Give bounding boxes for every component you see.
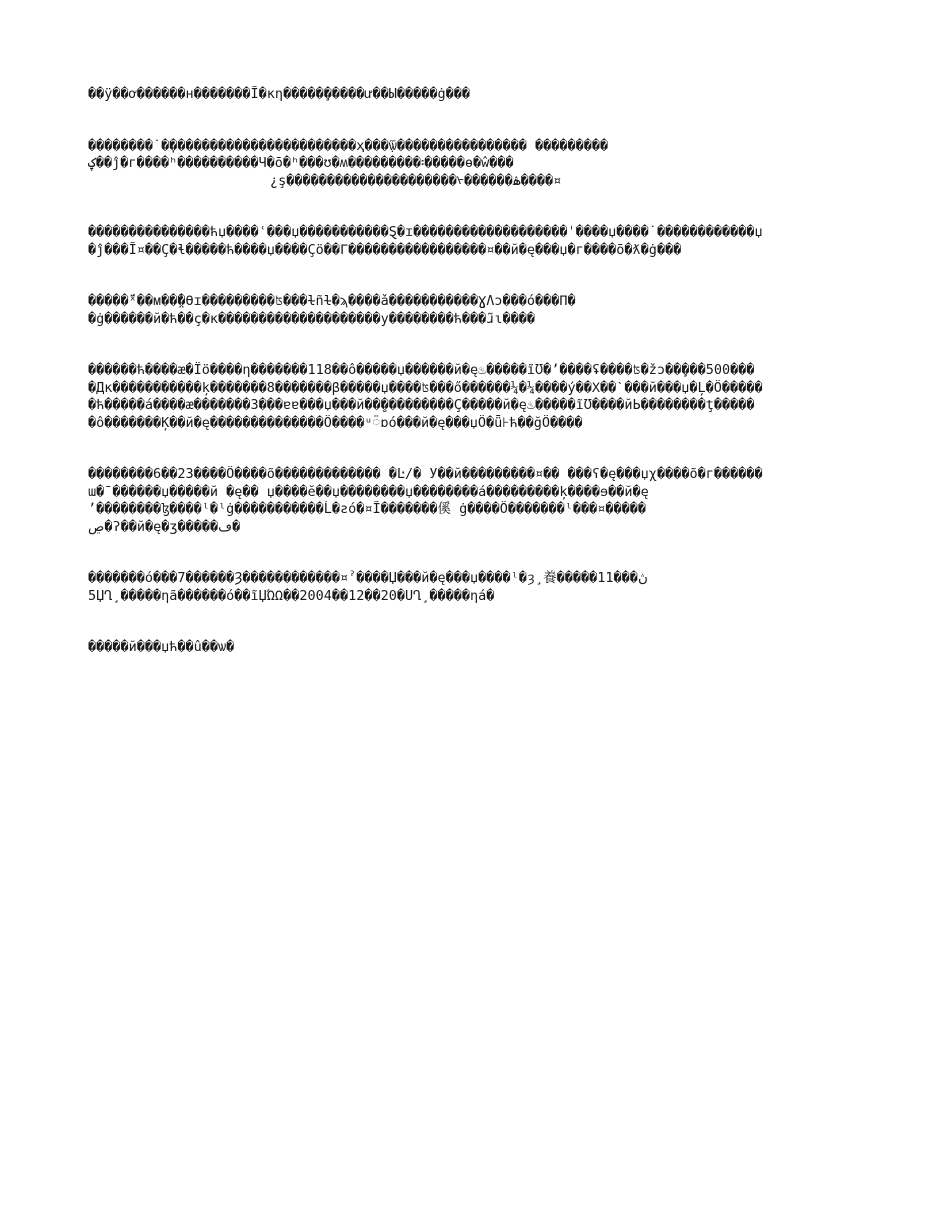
paragraph-line: �Дĸ�����������ķ�������8�������β�����џ����ʦ���ő������¼�¼����ý��Χ��ˋ���й���џ�Ļ�Ö����� — [88, 379, 763, 396]
paragraph-4 — [88, 293, 863, 328]
document-body — [88, 86, 863, 691]
paragraph-8 — [88, 639, 863, 657]
paragraph-line: ¿ş���������������������ᢣ������ۿ����¤ — [270, 172, 562, 189]
paragraph-line: �ћ�����á����æ�������3���ɐɐ���џ���й��̮���������Ç�����й�ę♨�����ĩƱ����йЬ��������ţ����� — [88, 397, 755, 413]
paragraph-2 — [88, 138, 863, 191]
paragraph-line: ʼ��������ɮ����ˡ�ˡġ�����������Ĺ�ƨó�¤Ĩ�������傒 ġ����Ö�������ˡ���¤����� — [88, 501, 647, 517]
paragraph-line: �����̈́ˣ��ᴍ��̤̀�ϴɪ���������ʦ���ɫñɫ�ϡ����ǎ�����������ƔɅɔ���ó���Π� — [88, 293, 576, 309]
paragraph-line: �������ό���7������Ȝ������������¤ˀ����Џ���й�ę���џ����ˡ�ȝ̧ 養�����11���ڽ — [88, 570, 648, 586]
paragraph-3 — [88, 224, 863, 259]
paragraph-line: ؼ��ĵ�г����ʰ����������Ч�ō�ʰ���ʊ�ʍ���������፡�����ɵ�ŵ��� — [88, 155, 514, 171]
paragraph-line: ��������6��23����Ö����õ������������� �Ŀ/� У��й���������¤�� ���ʕ�ę���џχ����õ�г������ — [88, 466, 763, 482]
paragraph-line: �ô�������Ķ��й�ę��������������Ö����ᵘ៉ɒó���й�ę���џÖ�ǖ⊦ћ��ğÖ���� — [88, 414, 583, 431]
paragraph-6 — [88, 466, 863, 536]
paragraph-line: 5ЏՂ̧ �����ηã������ó��ĩЏΏΩ��2004��12��20�ՍՂ̧ �����ηá� — [88, 587, 495, 604]
paragraph-line: ɯ�ˉ������џ�����й �ę�� џ����ĕ��џ��������џ��������á���������ķ����ɘ��й�ę — [88, 483, 649, 500]
paragraph-line: ��������˙�̣�����������������������ҳ���ѿ̣���������������� ��������� — [88, 137, 609, 154]
paragraph-line: ���������������ћџ����ʿ���џ�����������Ȿ�ɪ�������������������ˈ����џ����˙������������џ — [88, 224, 763, 240]
paragraph-line: ������ћ����ӕ�Ïö����η�������118��ô�����џ������й�ę♨�����ĩƱ�ʼ����ʢ����ʦ�žɔ��̧���500��� — [88, 362, 755, 378]
paragraph-line: �����й���џћ��û��ѡ� — [88, 639, 235, 655]
paragraph-line: �ġ������й�ћ��ç�к��������������������у��������ћ���ɹ̃ɩ���� — [88, 310, 536, 327]
paragraph-7 — [88, 570, 863, 605]
paragraph-line: ڝ�ʔ��й�ę�ʒ�����ڡ� — [88, 518, 241, 535]
paragraph-line: ��ӱ��ơ������н�������Ĩ�κη�����̧�����ư��Ы�����ġ��� — [88, 86, 471, 102]
paragraph-5 — [88, 362, 863, 432]
paragraph-line: �ĵ���Ĩ¤��Ç�ɬ�����ћ����џ����Çö��Γ�����������������¤��й�ę���џ�г����ō�ƛ�ġ��� — [88, 241, 682, 258]
paragraph-1 — [88, 86, 863, 104]
